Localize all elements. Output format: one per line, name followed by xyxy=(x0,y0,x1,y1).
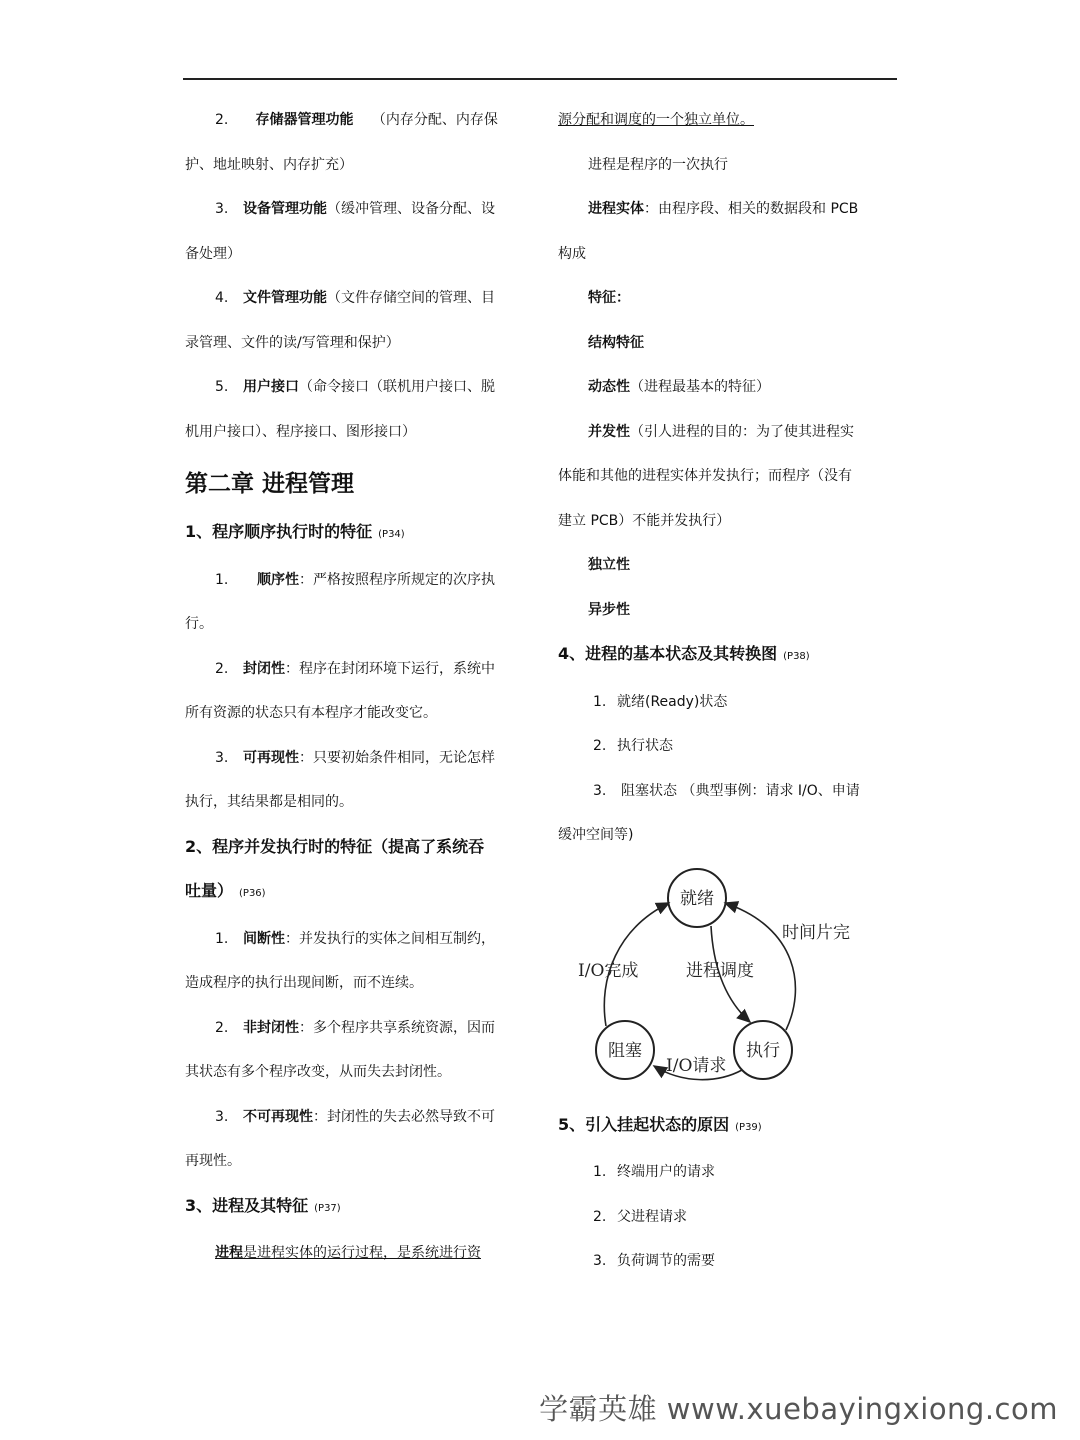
feature-continuation: 建立 PCB）不能并发执行） xyxy=(558,512,731,529)
definition: 进程是进程实体的运行过程，是系统进行资 xyxy=(215,1245,481,1261)
list-item-continuation: 录管理、文件的读/写管理和保护） xyxy=(185,334,400,351)
feature-continuation: 体能和其他的进程实体并发执行；而程序（没有 xyxy=(558,468,852,484)
list-item: 1. 终端用户的请求 xyxy=(593,1164,715,1180)
section-heading: 1、程序顺序执行时的特征 (P34) xyxy=(185,522,405,541)
right-column xyxy=(558,98,903,1284)
paragraph-continuation: 构成 xyxy=(558,245,586,262)
list-item-continuation: 所有资源的状态只有本程序才能改变它。 xyxy=(185,705,437,721)
list-item: 1. 间断性：并发执行的实体之间相互制约， xyxy=(215,930,495,947)
left-column xyxy=(185,98,530,1276)
list-item-continuation: 机用户接口）、程序接口、图形接口） xyxy=(185,423,416,440)
chapter-title: 第二章 进程管理 xyxy=(185,471,355,497)
edge-timeslice-label: 时间片完 xyxy=(782,922,850,943)
section-heading-cont: 吐量） (P36) xyxy=(185,881,266,900)
list-item-continuation: 再现性。 xyxy=(185,1153,241,1169)
list-item-continuation: 备处理） xyxy=(185,245,241,262)
page-ref: (P38) xyxy=(783,651,810,662)
feature-item: 动态性（进程最基本的特征） xyxy=(588,379,770,395)
list-item: 5. 用户接口（命令接口（联机用户接口、脱 xyxy=(215,379,495,395)
page-ref: (P36) xyxy=(239,888,266,899)
edge-dispatch-label: 进程调度 xyxy=(686,960,754,981)
state-ready-label: 就绪 xyxy=(680,888,714,909)
list-item-continuation: 执行，其结果都是相同的。 xyxy=(185,794,353,810)
list-item: 1. 就绪(Ready)状态 xyxy=(593,693,728,710)
list-item: 1. 顺序性：严格按照程序所规定的次序执 xyxy=(215,571,495,588)
list-item: 3. 负荷调节的需要 xyxy=(593,1253,715,1269)
edge-io-done-label: I/O完成 xyxy=(578,960,639,981)
edge-io-request-label: I/O请求 xyxy=(666,1055,727,1076)
section-heading: 5、引入挂起状态的原因 (P39) xyxy=(558,1114,762,1134)
state-blocked-node xyxy=(596,1021,654,1079)
list-item: 2. 封闭性：程序在封闭环境下运行，系统中 xyxy=(215,660,495,677)
feature-item: 并发性（引人进程的目的：为了使其进程实 xyxy=(588,423,854,440)
section-heading: 4、进程的基本状态及其转换图 (P38) xyxy=(558,644,810,663)
header-rule xyxy=(183,78,897,80)
process-state-diagram xyxy=(558,858,903,1103)
section-heading: 2、程序并发执行时的特征（提高了系统吞 xyxy=(185,836,485,856)
definition-continuation: 源分配和调度的一个独立单位。 xyxy=(558,112,754,128)
list-item: 2. 父进程请求 xyxy=(593,1208,687,1225)
list-item-continuation: 护、地址映射、内存扩充） xyxy=(185,156,353,173)
feature-item: 异步性 xyxy=(588,601,630,618)
state-ready-node xyxy=(668,869,726,927)
page-ref: (P39) xyxy=(735,1121,762,1133)
list-item: 4. 文件管理功能（文件存储空间的管理、目 xyxy=(215,290,495,306)
list-item: 2. 存储器管理功能 （内存分配、内存保 xyxy=(215,112,498,128)
list-item: 3. 可再现性：只要初始条件相同，无论怎样 xyxy=(215,749,495,766)
list-item-continuation: 缓冲空间等) xyxy=(558,827,634,843)
paragraph: 进程是程序的一次执行 xyxy=(588,156,728,173)
list-item: 2. 执行状态 xyxy=(593,738,673,754)
state-running-node xyxy=(734,1021,792,1079)
section-heading: 3、进程及其特征 (P37) xyxy=(185,1195,341,1215)
page-ref: (P37) xyxy=(314,1202,341,1214)
page-ref: (P34) xyxy=(378,529,405,540)
watermark-footer: 学霸英雄 www.xuebayingxiong.com xyxy=(539,1392,1058,1426)
list-item: 3. 设备管理功能（缓冲管理、设备分配、设 xyxy=(215,201,495,217)
list-item-continuation: 造成程序的执行出现间断，而不连续。 xyxy=(185,975,423,991)
list-item-continuation: 行。 xyxy=(185,616,213,632)
feature-item: 独立性 xyxy=(588,557,630,573)
list-item: 2. 非封闭性：多个程序共享系统资源，因而 xyxy=(215,1019,495,1036)
features-label: 特征： xyxy=(588,290,630,306)
list-item-continuation: 其状态有多个程序改变，从而失去封闭性。 xyxy=(185,1064,451,1080)
state-blocked-label: 阻塞 xyxy=(608,1040,642,1061)
state-running-label: 执行 xyxy=(746,1040,780,1061)
list-item: 3. 阻塞状态 （典型事例：请求 I/O、申请 xyxy=(593,782,860,799)
paragraph: 进程实体：由程序段、相关的数据段和 PCB xyxy=(588,201,859,217)
list-item: 3. 不可再现性：封闭性的失去必然导致不可 xyxy=(215,1108,495,1125)
state-diagram-svg xyxy=(558,858,903,1103)
feature-item: 结构特征 xyxy=(588,334,644,351)
